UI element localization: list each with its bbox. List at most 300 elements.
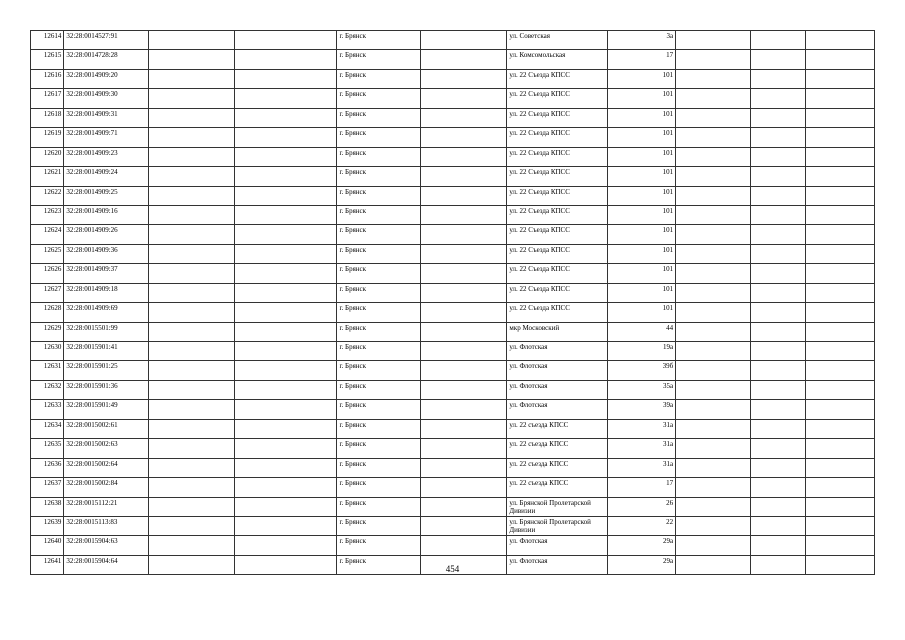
house-number-cell: 101 [608, 89, 676, 108]
empty-cell [750, 264, 806, 283]
cadastral-number-cell: 32:28:0015112:21 [64, 497, 148, 516]
city-cell: г. Брянск [337, 536, 420, 555]
empty-cell [676, 186, 750, 205]
empty-cell [148, 31, 235, 50]
empty-cell [148, 497, 235, 516]
row-number-cell: 12618 [31, 108, 64, 127]
empty-cell [235, 380, 337, 399]
house-number-cell: 31а [608, 439, 676, 458]
cadastral-number-cell: 32:28:0014909:30 [64, 89, 148, 108]
empty-cell [148, 361, 235, 380]
empty-cell [676, 128, 750, 147]
row-number-cell: 12624 [31, 225, 64, 244]
empty-cell [750, 380, 806, 399]
empty-cell [148, 128, 235, 147]
row-number-cell: 12633 [31, 400, 64, 419]
empty-cell [148, 322, 235, 341]
empty-cell [750, 186, 806, 205]
empty-cell [420, 50, 507, 69]
row-number-cell: 12617 [31, 89, 64, 108]
empty-cell [806, 108, 875, 127]
empty-cell [420, 283, 507, 302]
empty-cell [676, 361, 750, 380]
row-number-cell: 12641 [31, 555, 64, 574]
empty-cell [148, 400, 235, 419]
cadastral-number-cell: 32:28:0014909:71 [64, 128, 148, 147]
empty-cell [676, 167, 750, 186]
empty-cell [806, 400, 875, 419]
street-cell: ул. 22 Съезда КПСС [507, 244, 608, 263]
city-cell: г. Брянск [337, 361, 420, 380]
house-number-cell: 31а [608, 419, 676, 438]
street-cell: ул. Флотская [507, 380, 608, 399]
empty-cell [235, 322, 337, 341]
cadastral-number-cell: 32:28:0014909:31 [64, 108, 148, 127]
house-number-cell: 39а [608, 400, 676, 419]
empty-cell [148, 536, 235, 555]
row-number-cell: 12640 [31, 536, 64, 555]
house-number-cell: 101 [608, 128, 676, 147]
empty-cell [420, 419, 507, 438]
empty-cell [235, 478, 337, 497]
table-row [31, 516, 875, 535]
empty-cell [235, 89, 337, 108]
empty-cell [806, 303, 875, 322]
cadastral-number-cell: 32:28:0014909:24 [64, 167, 148, 186]
street-cell: ул. 22 Съезда КПСС [507, 283, 608, 302]
city-cell: г. Брянск [337, 439, 420, 458]
cadastral-number-cell: 32:28:0014909:20 [64, 69, 148, 88]
row-number-cell: 12620 [31, 147, 64, 166]
registry-table [30, 30, 875, 575]
row-number-cell: 12627 [31, 283, 64, 302]
cadastral-number-cell: 32:28:0015904:63 [64, 536, 148, 555]
empty-cell [148, 244, 235, 263]
empty-cell [420, 69, 507, 88]
empty-cell [676, 439, 750, 458]
city-cell: г. Брянск [337, 555, 420, 574]
street-cell: ул. 22 Съезда КПСС [507, 108, 608, 127]
empty-cell [676, 380, 750, 399]
empty-cell [806, 205, 875, 224]
cadastral-number-cell: 32:28:0014909:16 [64, 205, 148, 224]
street-cell: ул. Брянской Пролетарской Дивизии [507, 497, 608, 516]
empty-cell [750, 244, 806, 263]
empty-cell [148, 225, 235, 244]
empty-cell [148, 516, 235, 535]
empty-cell [750, 50, 806, 69]
table-row [31, 497, 875, 516]
city-cell: г. Брянск [337, 497, 420, 516]
empty-cell [806, 128, 875, 147]
empty-cell [420, 322, 507, 341]
city-cell: г. Брянск [337, 89, 420, 108]
empty-cell [806, 186, 875, 205]
cadastral-number-cell: 32:28:0014728:28 [64, 50, 148, 69]
empty-cell [420, 458, 507, 477]
empty-cell [750, 342, 806, 361]
empty-cell [750, 400, 806, 419]
cadastral-number-cell: 32:28:0014909:23 [64, 147, 148, 166]
empty-cell [420, 361, 507, 380]
row-number-cell: 12625 [31, 244, 64, 263]
row-number-cell: 12637 [31, 478, 64, 497]
city-cell: г. Брянск [337, 147, 420, 166]
cadastral-number-cell: 32:28:0015901:25 [64, 361, 148, 380]
street-cell: ул. Комсомольская [507, 50, 608, 69]
empty-cell [235, 205, 337, 224]
table-row [31, 128, 875, 147]
empty-cell [676, 516, 750, 535]
row-number-cell: 12619 [31, 128, 64, 147]
empty-cell [235, 244, 337, 263]
empty-cell [806, 322, 875, 341]
house-number-cell: 101 [608, 186, 676, 205]
row-number-cell: 12621 [31, 167, 64, 186]
city-cell: г. Брянск [337, 478, 420, 497]
city-cell: г. Брянск [337, 283, 420, 302]
cadastral-number-cell: 32:28:0015002:61 [64, 419, 148, 438]
table-body [31, 31, 875, 575]
row-number-cell: 12622 [31, 186, 64, 205]
cadastral-number-cell: 32:28:0015901:36 [64, 380, 148, 399]
city-cell: г. Брянск [337, 205, 420, 224]
empty-cell [235, 497, 337, 516]
house-number-cell: 101 [608, 303, 676, 322]
empty-cell [420, 108, 507, 127]
empty-cell [750, 497, 806, 516]
empty-cell [420, 186, 507, 205]
house-number-cell: 101 [608, 147, 676, 166]
empty-cell [676, 244, 750, 263]
empty-cell [148, 380, 235, 399]
row-number-cell: 12636 [31, 458, 64, 477]
cadastral-number-cell: 32:28:0014909:69 [64, 303, 148, 322]
city-cell: г. Брянск [337, 31, 420, 50]
cadastral-number-cell: 32:28:0015501:99 [64, 322, 148, 341]
empty-cell [148, 419, 235, 438]
city-cell: г. Брянск [337, 50, 420, 69]
street-cell: ул. 22 Съезда КПСС [507, 264, 608, 283]
empty-cell [420, 380, 507, 399]
table-row [31, 108, 875, 127]
empty-cell [420, 303, 507, 322]
empty-cell [750, 108, 806, 127]
empty-cell [148, 69, 235, 88]
street-cell: ул. 22 съезда КПСС [507, 458, 608, 477]
cadastral-number-cell: 32:28:0015901:41 [64, 342, 148, 361]
empty-cell [235, 458, 337, 477]
city-cell: г. Брянск [337, 186, 420, 205]
empty-cell [235, 439, 337, 458]
empty-cell [806, 516, 875, 535]
empty-cell [750, 283, 806, 302]
empty-cell [750, 31, 806, 50]
empty-cell [676, 400, 750, 419]
house-number-cell: 19а [608, 342, 676, 361]
row-number-cell: 12616 [31, 69, 64, 88]
empty-cell [806, 283, 875, 302]
row-number-cell: 12638 [31, 497, 64, 516]
empty-cell [806, 264, 875, 283]
empty-cell [806, 342, 875, 361]
house-number-cell: 31а [608, 458, 676, 477]
empty-cell [235, 225, 337, 244]
empty-cell [676, 31, 750, 50]
empty-cell [148, 205, 235, 224]
empty-cell [420, 536, 507, 555]
empty-cell [806, 478, 875, 497]
table-row [31, 536, 875, 555]
street-cell: ул. 22 Съезда КПСС [507, 186, 608, 205]
house-number-cell: 3а [608, 31, 676, 50]
empty-cell [420, 89, 507, 108]
house-number-cell: 29а [608, 555, 676, 574]
empty-cell [806, 536, 875, 555]
table-row [31, 322, 875, 341]
empty-cell [235, 167, 337, 186]
empty-cell [420, 478, 507, 497]
empty-cell [676, 108, 750, 127]
row-number-cell: 12614 [31, 31, 64, 50]
empty-cell [676, 225, 750, 244]
empty-cell [750, 147, 806, 166]
empty-cell [235, 516, 337, 535]
empty-cell [750, 478, 806, 497]
empty-cell [806, 361, 875, 380]
table-row [31, 205, 875, 224]
street-cell: ул. 22 Съезда КПСС [507, 128, 608, 147]
empty-cell [750, 69, 806, 88]
cadastral-number-cell: 32:28:0015901:49 [64, 400, 148, 419]
table-row [31, 69, 875, 88]
city-cell: г. Брянск [337, 380, 420, 399]
empty-cell [420, 205, 507, 224]
empty-cell [750, 167, 806, 186]
house-number-cell: 17 [608, 50, 676, 69]
empty-cell [235, 69, 337, 88]
empty-cell [676, 458, 750, 477]
empty-cell [676, 50, 750, 69]
empty-cell [148, 303, 235, 322]
empty-cell [750, 128, 806, 147]
table-row [31, 167, 875, 186]
empty-cell [148, 478, 235, 497]
empty-cell [806, 69, 875, 88]
empty-cell [676, 419, 750, 438]
street-cell: ул. 22 съезда КПСС [507, 478, 608, 497]
city-cell: г. Брянск [337, 458, 420, 477]
cadastral-number-cell: 32:28:0015002:64 [64, 458, 148, 477]
empty-cell [420, 128, 507, 147]
empty-cell [750, 361, 806, 380]
row-number-cell: 12635 [31, 439, 64, 458]
empty-cell [750, 303, 806, 322]
empty-cell [148, 108, 235, 127]
empty-cell [750, 536, 806, 555]
cadastral-number-cell: 32:28:0014909:26 [64, 225, 148, 244]
empty-cell [806, 419, 875, 438]
cadastral-number-cell: 32:28:0014909:25 [64, 186, 148, 205]
city-cell: г. Брянск [337, 225, 420, 244]
empty-cell [420, 342, 507, 361]
city-cell: г. Брянск [337, 108, 420, 127]
row-number-cell: 12639 [31, 516, 64, 535]
table-row [31, 244, 875, 263]
street-cell: ул. 22 Съезда КПСС [507, 205, 608, 224]
house-number-cell: 39б [608, 361, 676, 380]
street-cell: ул. Брянской Пролетарской Дивизии [507, 516, 608, 535]
house-number-cell: 26 [608, 497, 676, 516]
house-number-cell: 101 [608, 225, 676, 244]
house-number-cell: 35а [608, 380, 676, 399]
empty-cell [420, 497, 507, 516]
empty-cell [420, 264, 507, 283]
empty-cell [676, 89, 750, 108]
row-number-cell: 12634 [31, 419, 64, 438]
table-row [31, 89, 875, 108]
table-row [31, 31, 875, 50]
cadastral-number-cell: 32:28:0014909:18 [64, 283, 148, 302]
empty-cell [148, 283, 235, 302]
empty-cell [750, 516, 806, 535]
cadastral-number-cell: 32:28:0015002:84 [64, 478, 148, 497]
empty-cell [148, 50, 235, 69]
empty-cell [750, 419, 806, 438]
house-number-cell: 17 [608, 478, 676, 497]
street-cell: мкр Московский [507, 322, 608, 341]
empty-cell [676, 303, 750, 322]
empty-cell [676, 497, 750, 516]
table-row [31, 264, 875, 283]
city-cell: г. Брянск [337, 303, 420, 322]
house-number-cell: 101 [608, 283, 676, 302]
empty-cell [676, 69, 750, 88]
house-number-cell: 101 [608, 205, 676, 224]
empty-cell [420, 31, 507, 50]
empty-cell [235, 186, 337, 205]
house-number-cell: 44 [608, 322, 676, 341]
street-cell: ул. 22 Съезда КПСС [507, 69, 608, 88]
cadastral-number-cell: 32:28:0014909:37 [64, 264, 148, 283]
street-cell: ул. 22 Съезда КПСС [507, 167, 608, 186]
empty-cell [148, 439, 235, 458]
empty-cell [750, 89, 806, 108]
empty-cell [235, 400, 337, 419]
empty-cell [750, 439, 806, 458]
empty-cell [806, 244, 875, 263]
city-cell: г. Брянск [337, 69, 420, 88]
cadastral-number-cell: 32:28:0015002:63 [64, 439, 148, 458]
street-cell: ул. 22 съезда КПСС [507, 439, 608, 458]
empty-cell [750, 205, 806, 224]
empty-cell [750, 458, 806, 477]
empty-cell [676, 264, 750, 283]
street-cell: ул. Флотская [507, 361, 608, 380]
empty-cell [676, 342, 750, 361]
city-cell: г. Брянск [337, 244, 420, 263]
table-row [31, 186, 875, 205]
cadastral-number-cell: 32:28:0014909:36 [64, 244, 148, 263]
empty-cell [148, 264, 235, 283]
empty-cell [806, 380, 875, 399]
house-number-cell: 101 [608, 69, 676, 88]
table-row [31, 419, 875, 438]
street-cell: ул. 22 Съезда КПСС [507, 89, 608, 108]
table-row [31, 400, 875, 419]
city-cell: г. Брянск [337, 322, 420, 341]
street-cell: ул. 22 Съезда КПСС [507, 225, 608, 244]
house-number-cell: 101 [608, 108, 676, 127]
table-row [31, 478, 875, 497]
empty-cell [806, 167, 875, 186]
empty-cell [148, 186, 235, 205]
table-row [31, 458, 875, 477]
city-cell: г. Брянск [337, 128, 420, 147]
city-cell: г. Брянск [337, 400, 420, 419]
cadastral-number-cell: 32:28:0015904:64 [64, 555, 148, 574]
empty-cell [235, 342, 337, 361]
street-cell: ул. 22 съезда КПСС [507, 419, 608, 438]
table-row [31, 342, 875, 361]
cadastral-number-cell: 32:28:0015113:83 [64, 516, 148, 535]
street-cell: ул. 22 Съезда КПСС [507, 303, 608, 322]
table-row [31, 303, 875, 322]
house-number-cell: 101 [608, 167, 676, 186]
empty-cell [148, 89, 235, 108]
empty-cell [806, 458, 875, 477]
house-number-cell: 101 [608, 244, 676, 263]
street-cell: ул. Флотская [507, 400, 608, 419]
empty-cell [676, 322, 750, 341]
table-row [31, 147, 875, 166]
house-number-cell: 22 [608, 516, 676, 535]
empty-cell [235, 31, 337, 50]
empty-cell [420, 167, 507, 186]
empty-cell [148, 167, 235, 186]
table-row [31, 380, 875, 399]
city-cell: г. Брянск [337, 264, 420, 283]
page-number: 454 [445, 564, 460, 574]
empty-cell [806, 31, 875, 50]
house-number-cell: 101 [608, 264, 676, 283]
row-number-cell: 12628 [31, 303, 64, 322]
row-number-cell: 12632 [31, 380, 64, 399]
empty-cell [806, 497, 875, 516]
empty-cell [235, 128, 337, 147]
table-row [31, 283, 875, 302]
empty-cell [235, 303, 337, 322]
street-cell: ул. Флотская [507, 342, 608, 361]
city-cell: г. Брянск [337, 516, 420, 535]
empty-cell [148, 147, 235, 166]
street-cell: ул. Флотская [507, 555, 608, 574]
house-number-cell: 29а [608, 536, 676, 555]
empty-cell [676, 536, 750, 555]
empty-cell [235, 361, 337, 380]
empty-cell [420, 225, 507, 244]
empty-cell [806, 225, 875, 244]
empty-cell [806, 147, 875, 166]
row-number-cell: 12630 [31, 342, 64, 361]
street-cell: ул. Флотская [507, 536, 608, 555]
empty-cell [235, 50, 337, 69]
empty-cell [420, 516, 507, 535]
row-number-cell: 12615 [31, 50, 64, 69]
row-number-cell: 12631 [31, 361, 64, 380]
row-number-cell: 12626 [31, 264, 64, 283]
table-row [31, 361, 875, 380]
